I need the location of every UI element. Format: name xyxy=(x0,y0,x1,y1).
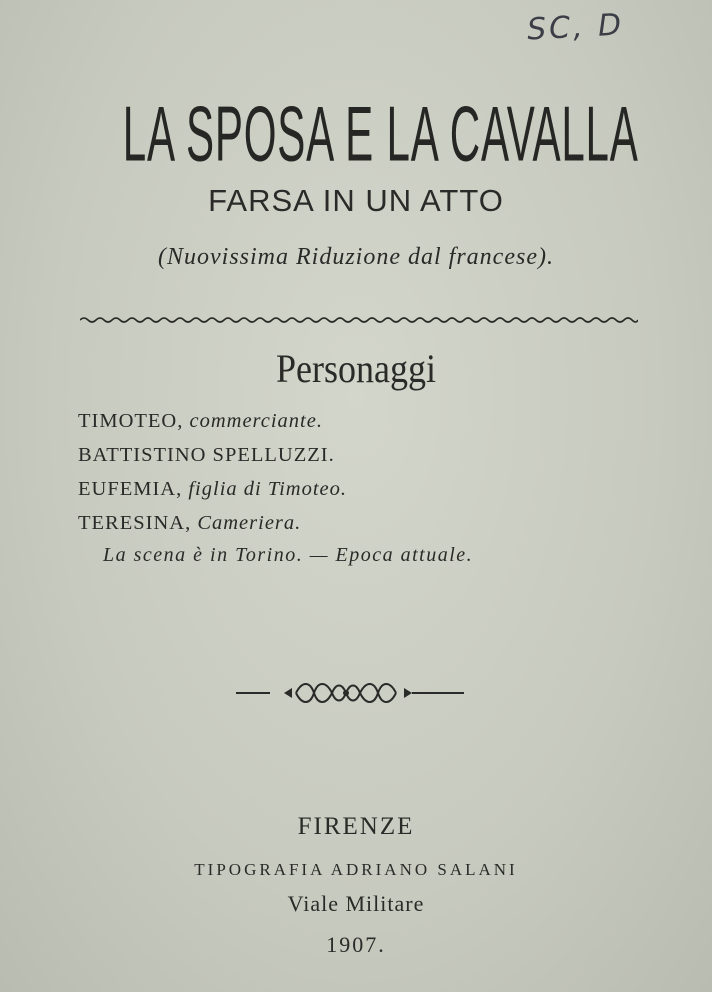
reduction-note: (Nuovissima Riduzione dal francese). xyxy=(158,244,554,270)
cast-name: TERESINA, xyxy=(78,512,192,534)
cast-heading: Personaggi xyxy=(275,346,436,391)
scene-setting: La scena è in Torino. — Epoca attuale. xyxy=(103,544,474,566)
cast-member-battistino xyxy=(78,438,347,472)
imprint-year: 1907. xyxy=(326,932,386,957)
cast-name: BATTISTINO SPELLUZZI. xyxy=(78,444,335,466)
cast-role: Cameriera. xyxy=(197,512,302,534)
cast-member-teresina xyxy=(78,506,347,540)
handwritten-note: SC, D xyxy=(525,7,625,48)
fleuron-ornament-icon xyxy=(236,676,464,710)
play-title-text: LA SPOSA E LA CAVALLA xyxy=(122,91,639,178)
wavy-divider xyxy=(80,314,638,326)
cast-name: TIMOTEO, xyxy=(78,410,184,432)
cast-member-eufemia xyxy=(78,472,347,506)
play-subtitle: FARSA IN UN ATTO xyxy=(208,183,504,218)
cast-list xyxy=(78,404,347,540)
cast-name: EUFEMIA, xyxy=(78,478,183,500)
imprint-city: FIRENZE xyxy=(297,813,415,840)
imprint-street: Viale Militare xyxy=(287,891,425,916)
imprint-printer: TIPOGRAFIA ADRIANO SALANI xyxy=(194,860,518,879)
cast-role: figlia di Timoteo. xyxy=(188,478,348,500)
cast-member-timoteo xyxy=(78,404,347,438)
cast-role: commerciante. xyxy=(189,410,323,432)
